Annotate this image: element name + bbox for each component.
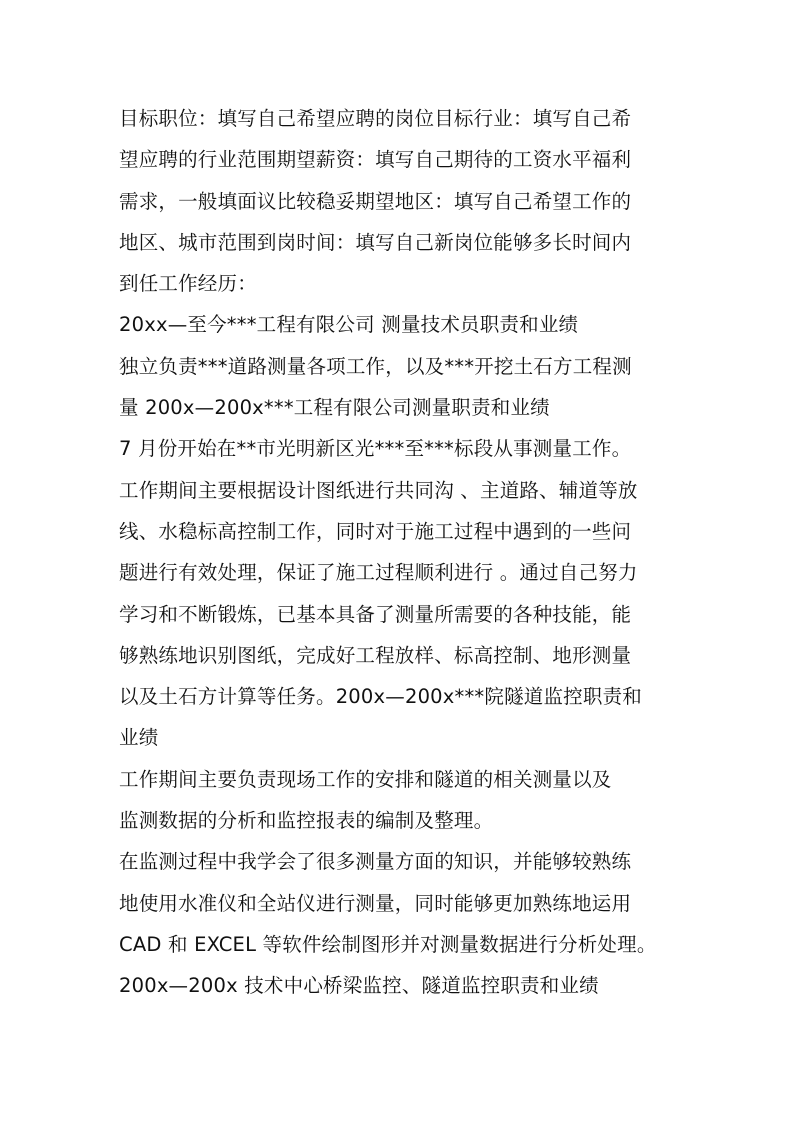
text-line: 地区、城市范围到岗时间：填写自己新岗位能够多长时间内 <box>119 230 632 254</box>
text-line: 业绩 <box>119 726 159 750</box>
text-line: 20xx—至今***工程有限公司 测量技术员职责和业绩 <box>119 313 579 337</box>
text-line: 题进行有效处理，保证了施工过程顺利进行 。通过自己努力 <box>119 561 638 585</box>
text-line: 线、水稳标高控制工作，同时对于施工过程中遇到的一些问 <box>119 519 632 543</box>
text-line: CAD 和 EXCEL 等软件绘制图形并对测量数据进行分析处理。 <box>119 932 657 956</box>
text-line: 在监测过程中我学会了很多测量方面的知识，并能够较熟练 <box>119 850 632 874</box>
document-body <box>119 98 679 1007</box>
text-line: 望应聘的行业范围期望薪资：填写自己期待的工资水平福利 <box>119 148 632 172</box>
text-line: 以及土石方计算等任务。200x—200x***院隧道监控职责和 <box>119 685 642 709</box>
text-line: 够熟练地识别图纸，完成好工程放样、标高控制、地形测量 <box>119 643 632 667</box>
text-line: 监测数据的分析和监控报表的编制及整理。 <box>119 809 494 833</box>
text-line: 学习和不断锻炼，已基本具备了测量所需要的各种技能，能 <box>119 602 632 626</box>
text-line: 工作期间主要根据设计图纸进行共同沟 、主道路、辅道等放 <box>119 478 638 502</box>
text-line: 工作期间主要负责现场工作的安排和隧道的相关测量以及 <box>119 767 612 791</box>
text-line: 7 月份开始在**市光明新区光***至***标段从事测量工作。 <box>119 437 632 461</box>
text-line: 独立负责***道路测量各项工作，以及***开挖土石方工程测 <box>119 354 632 378</box>
text-line: 量 200x—200x***工程有限公司测量职责和业绩 <box>119 396 550 420</box>
text-line: 目标职位：填写自己希望应聘的岗位目标行业：填写自己希 <box>119 107 632 130</box>
text-line: 地使用水准仪和全站仪进行测量，同时能够更加熟练地运用 <box>119 891 632 915</box>
text-line: 到任工作经历： <box>119 272 257 296</box>
text-line: 需求，一般填面议比较稳妥期望地区：填写自己希望工作的 <box>119 189 632 213</box>
text-line: 200x—200x 技术中心桥梁监控、隧道监控职责和业绩 <box>119 974 599 998</box>
